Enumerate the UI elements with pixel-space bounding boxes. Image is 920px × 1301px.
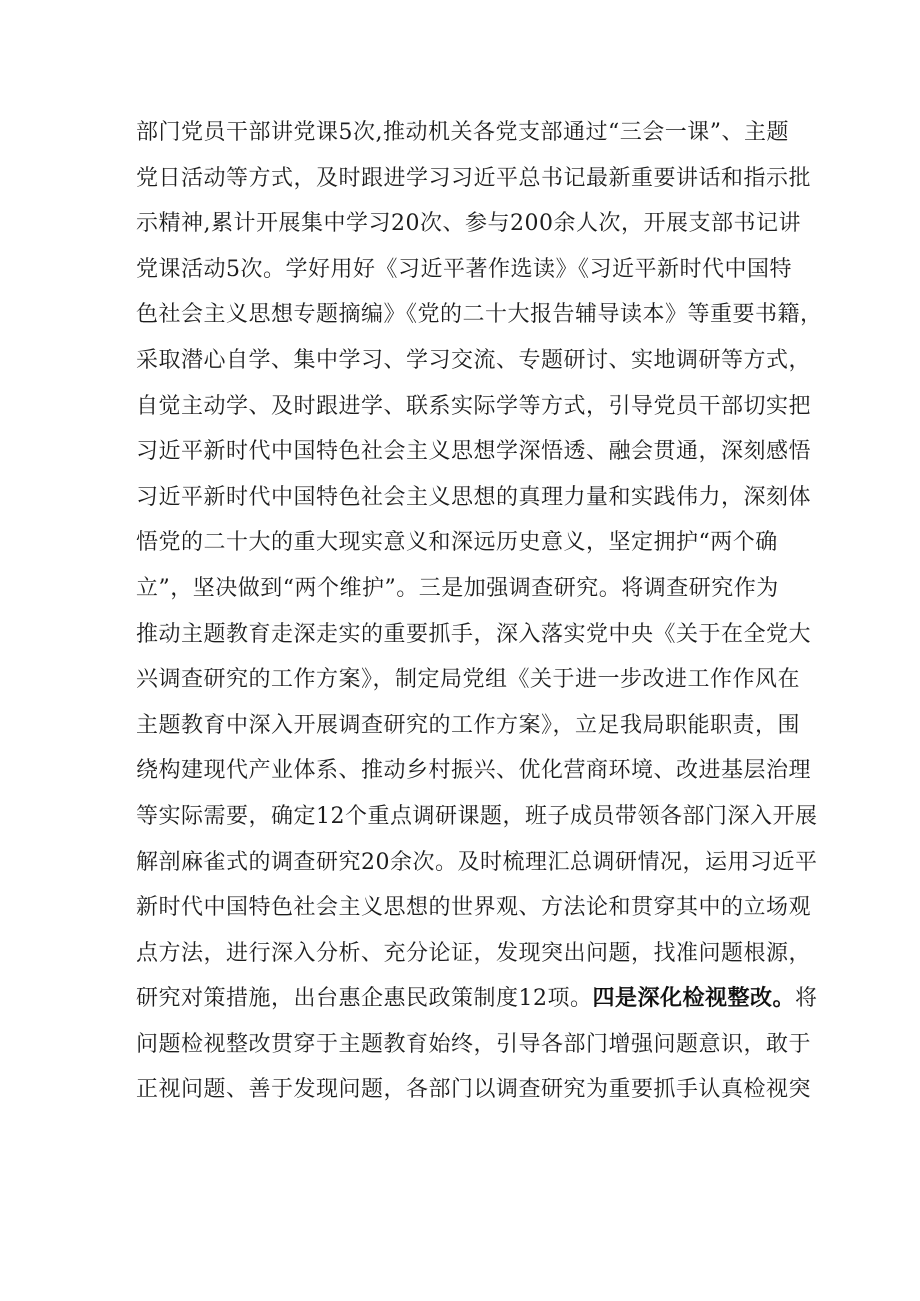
text-line-13: 兴调查研究的工作方案》，制定局党组《关于进一步改进工作作风在 <box>136 667 801 693</box>
text-line-7: 自觉主动学、及时跟进学、联系实际学等方式，引导党员干部切实把 <box>136 393 812 419</box>
text-line-6: 采取潜心自学、集中学习、学习交流、专题研讨、实地调研等方式， <box>136 347 812 373</box>
text-line-17: 解剖麻雀式的调查研究20余次。及时梳理汇总调研情况，运用习近平 <box>136 849 818 875</box>
text-line-11: 立”，坚决做到“两个维护”。三是加强调查研究。将调查研究作为 <box>136 575 779 601</box>
line-20-tail: 将 <box>795 986 818 1012</box>
line-20-lead: 研究对策措施，出台惠企惠民政策制度12项。 <box>136 986 593 1012</box>
text-line-20 <box>136 976 818 1022</box>
text-line-21: 问题检视整改贯穿于主题教育始终，引导各部门增强问题意识，敢于 <box>136 1031 812 1057</box>
text-line-22: 正视问题、善于发现问题，各部门以调查研究为重要抓手认真检视突 <box>136 1077 812 1103</box>
text-line-14: 主题教育中深入开展调查研究的工作方案》，立足我局职能职责，围 <box>136 712 801 738</box>
section-heading-bold: 四是深化检视整改。 <box>592 985 796 1012</box>
text-line-15: 绕构建现代产业体系、推动乡村振兴、优化营商环境、改进基层治理 <box>136 758 812 784</box>
text-line-19: 点方法，进行深入分析、充分论证，发现突出问题，找准问题根源， <box>136 940 812 966</box>
text-line-5: 色社会主义思想专题摘编》《党的二十大报告辅导读本》等重要书籍， <box>136 302 823 328</box>
text-line-10: 悟党的二十大的重大现实意义和深远历史意义，坚定拥护“两个确 <box>136 530 778 556</box>
text-line-1: 部门党员干部讲党课5次,推动机关各党支部通过“三会一课”、主题 <box>136 120 789 145</box>
text-line-18: 新时代中国特色社会主义思想的世界观、方法论和贯穿其中的立场观 <box>136 895 812 921</box>
text-line-3: 示精神,累计开展集中学习20次、参与200余人次，开展支部书记讲 <box>136 211 801 237</box>
text-line-9: 习近平新时代中国特色社会主义思想的真理力量和实践伟力，深刻体 <box>136 484 812 510</box>
body-paragraph <box>136 110 823 1113</box>
text-line-8: 习近平新时代中国特色社会主义思想学深悟透、融会贯通，深刻感悟 <box>136 439 812 465</box>
text-line-12: 推动主题教育走深走实的重要抓手，深入落实党中央《关于在全党大 <box>136 621 812 647</box>
text-line-4: 党课活动5次。学好用好《习近平著作选读》《习近平新时代中国特 <box>136 256 792 282</box>
text-line-16: 等实际需要，确定12个重点调研课题，班子成员带领各部门深入开展 <box>136 803 818 829</box>
text-line-2: 党日活动等方式，及时跟进学习习近平总书记最新重要讲话和指示批 <box>136 165 812 191</box>
